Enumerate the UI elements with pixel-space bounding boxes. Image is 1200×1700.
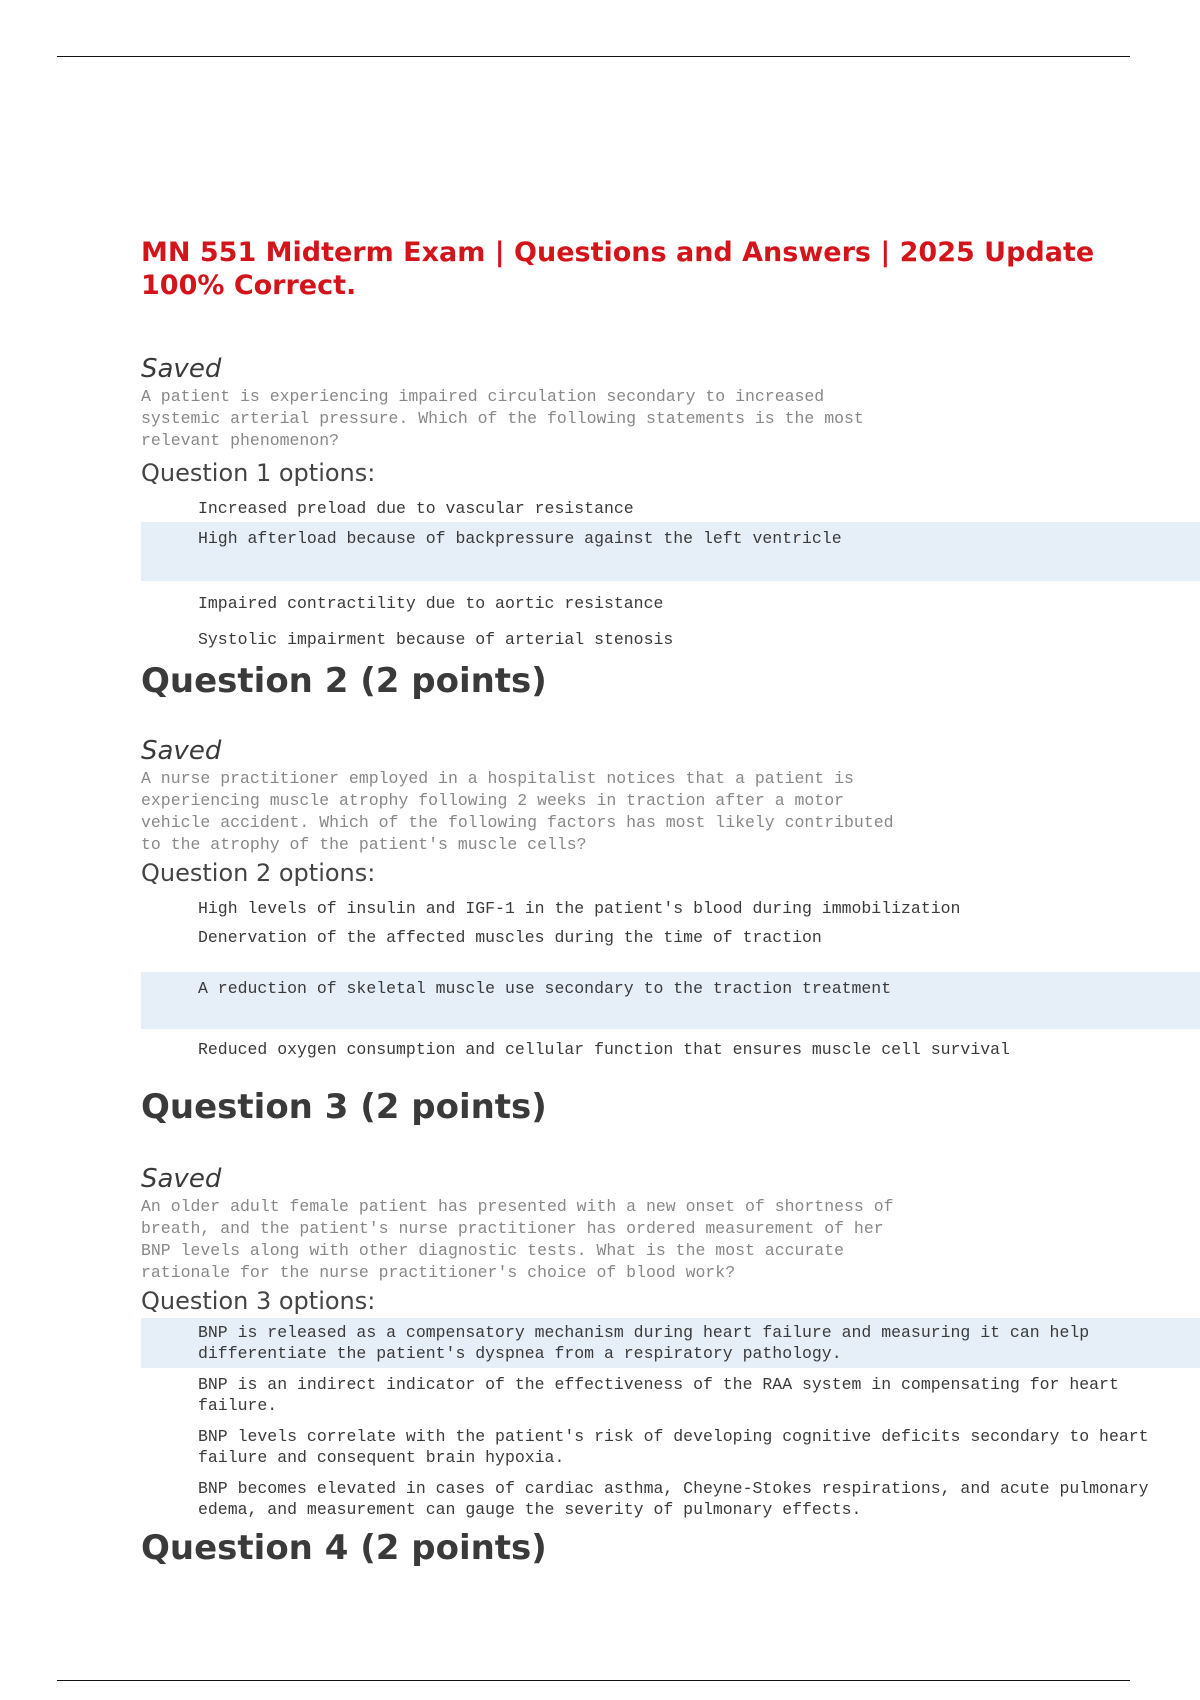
- option-text: High levels of insulin and IGF-1 in the patient's blood during immobilization: [198, 899, 961, 918]
- saved-status: Saved: [141, 1164, 222, 1194]
- options-list: [141, 490, 1191, 656]
- option-text: Impaired contractility due to aortic resistance: [198, 594, 664, 613]
- answer-option[interactable]: [141, 1029, 1191, 1066]
- option-text: BNP levels correlate with the patient's risk of developing cognitive deficits secondary to heart failure and consequent brain hypoxia.: [198, 1427, 1149, 1467]
- options-heading: Question 1 options:: [141, 459, 376, 487]
- options-list: [141, 890, 1191, 1066]
- option-text: BNP is an indirect indicator of the effectiveness of the RAA system in compensating for heart failure.: [198, 1375, 1119, 1415]
- answer-option[interactable]: [141, 620, 1191, 656]
- answer-option[interactable]: [141, 890, 1191, 923]
- option-text: Denervation of the affected muscles during the time of traction: [198, 928, 822, 947]
- option-text: BNP becomes elevated in cases of cardiac asthma, Cheyne-Stokes respirations, and acute pulmonary edema, and measurement can gauge the severity of pulmonary effects.: [198, 1479, 1149, 1519]
- answer-option[interactable]: [141, 1368, 1191, 1420]
- question-1-block: [141, 352, 1191, 656]
- answer-option[interactable]: [141, 1420, 1191, 1472]
- option-text: Reduced oxygen consumption and cellular function that ensures muscle cell survival: [198, 1040, 1010, 1059]
- question-number: Question 3: [141, 1087, 349, 1127]
- question-prompt: A patient is experiencing impaired circulation secondary to increased systemic arterial pressure. Which of the following statements is the most relevant phenomenon?: [141, 387, 864, 450]
- question-2-heading: [141, 660, 547, 702]
- answer-option[interactable]: [141, 1472, 1191, 1524]
- saved-status: Saved: [141, 354, 222, 384]
- question-points: (2 points): [360, 1087, 547, 1127]
- saved-status: Saved: [141, 736, 222, 766]
- answer-option-selected[interactable]: [141, 522, 1200, 581]
- question-prompt: A nurse practitioner employed in a hospitalist notices that a patient is experiencing muscle atrophy following 2 weeks in traction after a motor vehicle accident. Which of the following factors has most likely contributed to the atrophy of the patient's muscle cells?: [141, 769, 894, 854]
- options-heading: Question 3 options:: [141, 1287, 376, 1315]
- question-prompt: An older adult female patient has presented with a new onset of shortness of breath, and the patient's nurse practitioner has ordered measurement of her BNP levels along with other diagnostic tests. What is the most accurate rationale for the nurse practitioner's choice of blood work?: [141, 1197, 894, 1282]
- answer-option-selected[interactable]: [141, 1318, 1200, 1368]
- question-points: (2 points): [360, 1528, 547, 1568]
- answer-option[interactable]: [141, 923, 1191, 972]
- question-number: Question 2: [141, 661, 349, 701]
- question-number: Question 4: [141, 1528, 349, 1568]
- answer-option[interactable]: [141, 581, 1191, 620]
- question-3-block: [141, 1162, 1191, 1524]
- options-list: [141, 1318, 1191, 1524]
- option-text: A reduction of skeletal muscle use secondary to the traction treatment: [198, 979, 892, 998]
- bottom-rule: [57, 1680, 1130, 1681]
- question-2-block: [141, 734, 1191, 1066]
- answer-option[interactable]: [141, 490, 1191, 522]
- option-text: Increased preload due to vascular resistance: [198, 499, 634, 518]
- document-title: MN 551 Midterm Exam | Questions and Answers | 2025 Update 100% Correct.: [141, 237, 1095, 301]
- question-points: (2 points): [360, 661, 547, 701]
- answer-option-selected[interactable]: [141, 972, 1200, 1029]
- option-text: Systolic impairment because of arterial stenosis: [198, 630, 674, 649]
- top-rule: [57, 56, 1130, 57]
- question-4-heading: [141, 1527, 547, 1569]
- question-3-heading: [141, 1086, 547, 1128]
- option-text: BNP is released as a compensatory mechanism during heart failure and measuring it can help differentiate the patient's dyspnea from a respiratory pathology.: [198, 1323, 1090, 1363]
- option-text: High afterload because of backpressure against the left ventricle: [198, 529, 842, 548]
- options-heading: Question 2 options:: [141, 859, 376, 887]
